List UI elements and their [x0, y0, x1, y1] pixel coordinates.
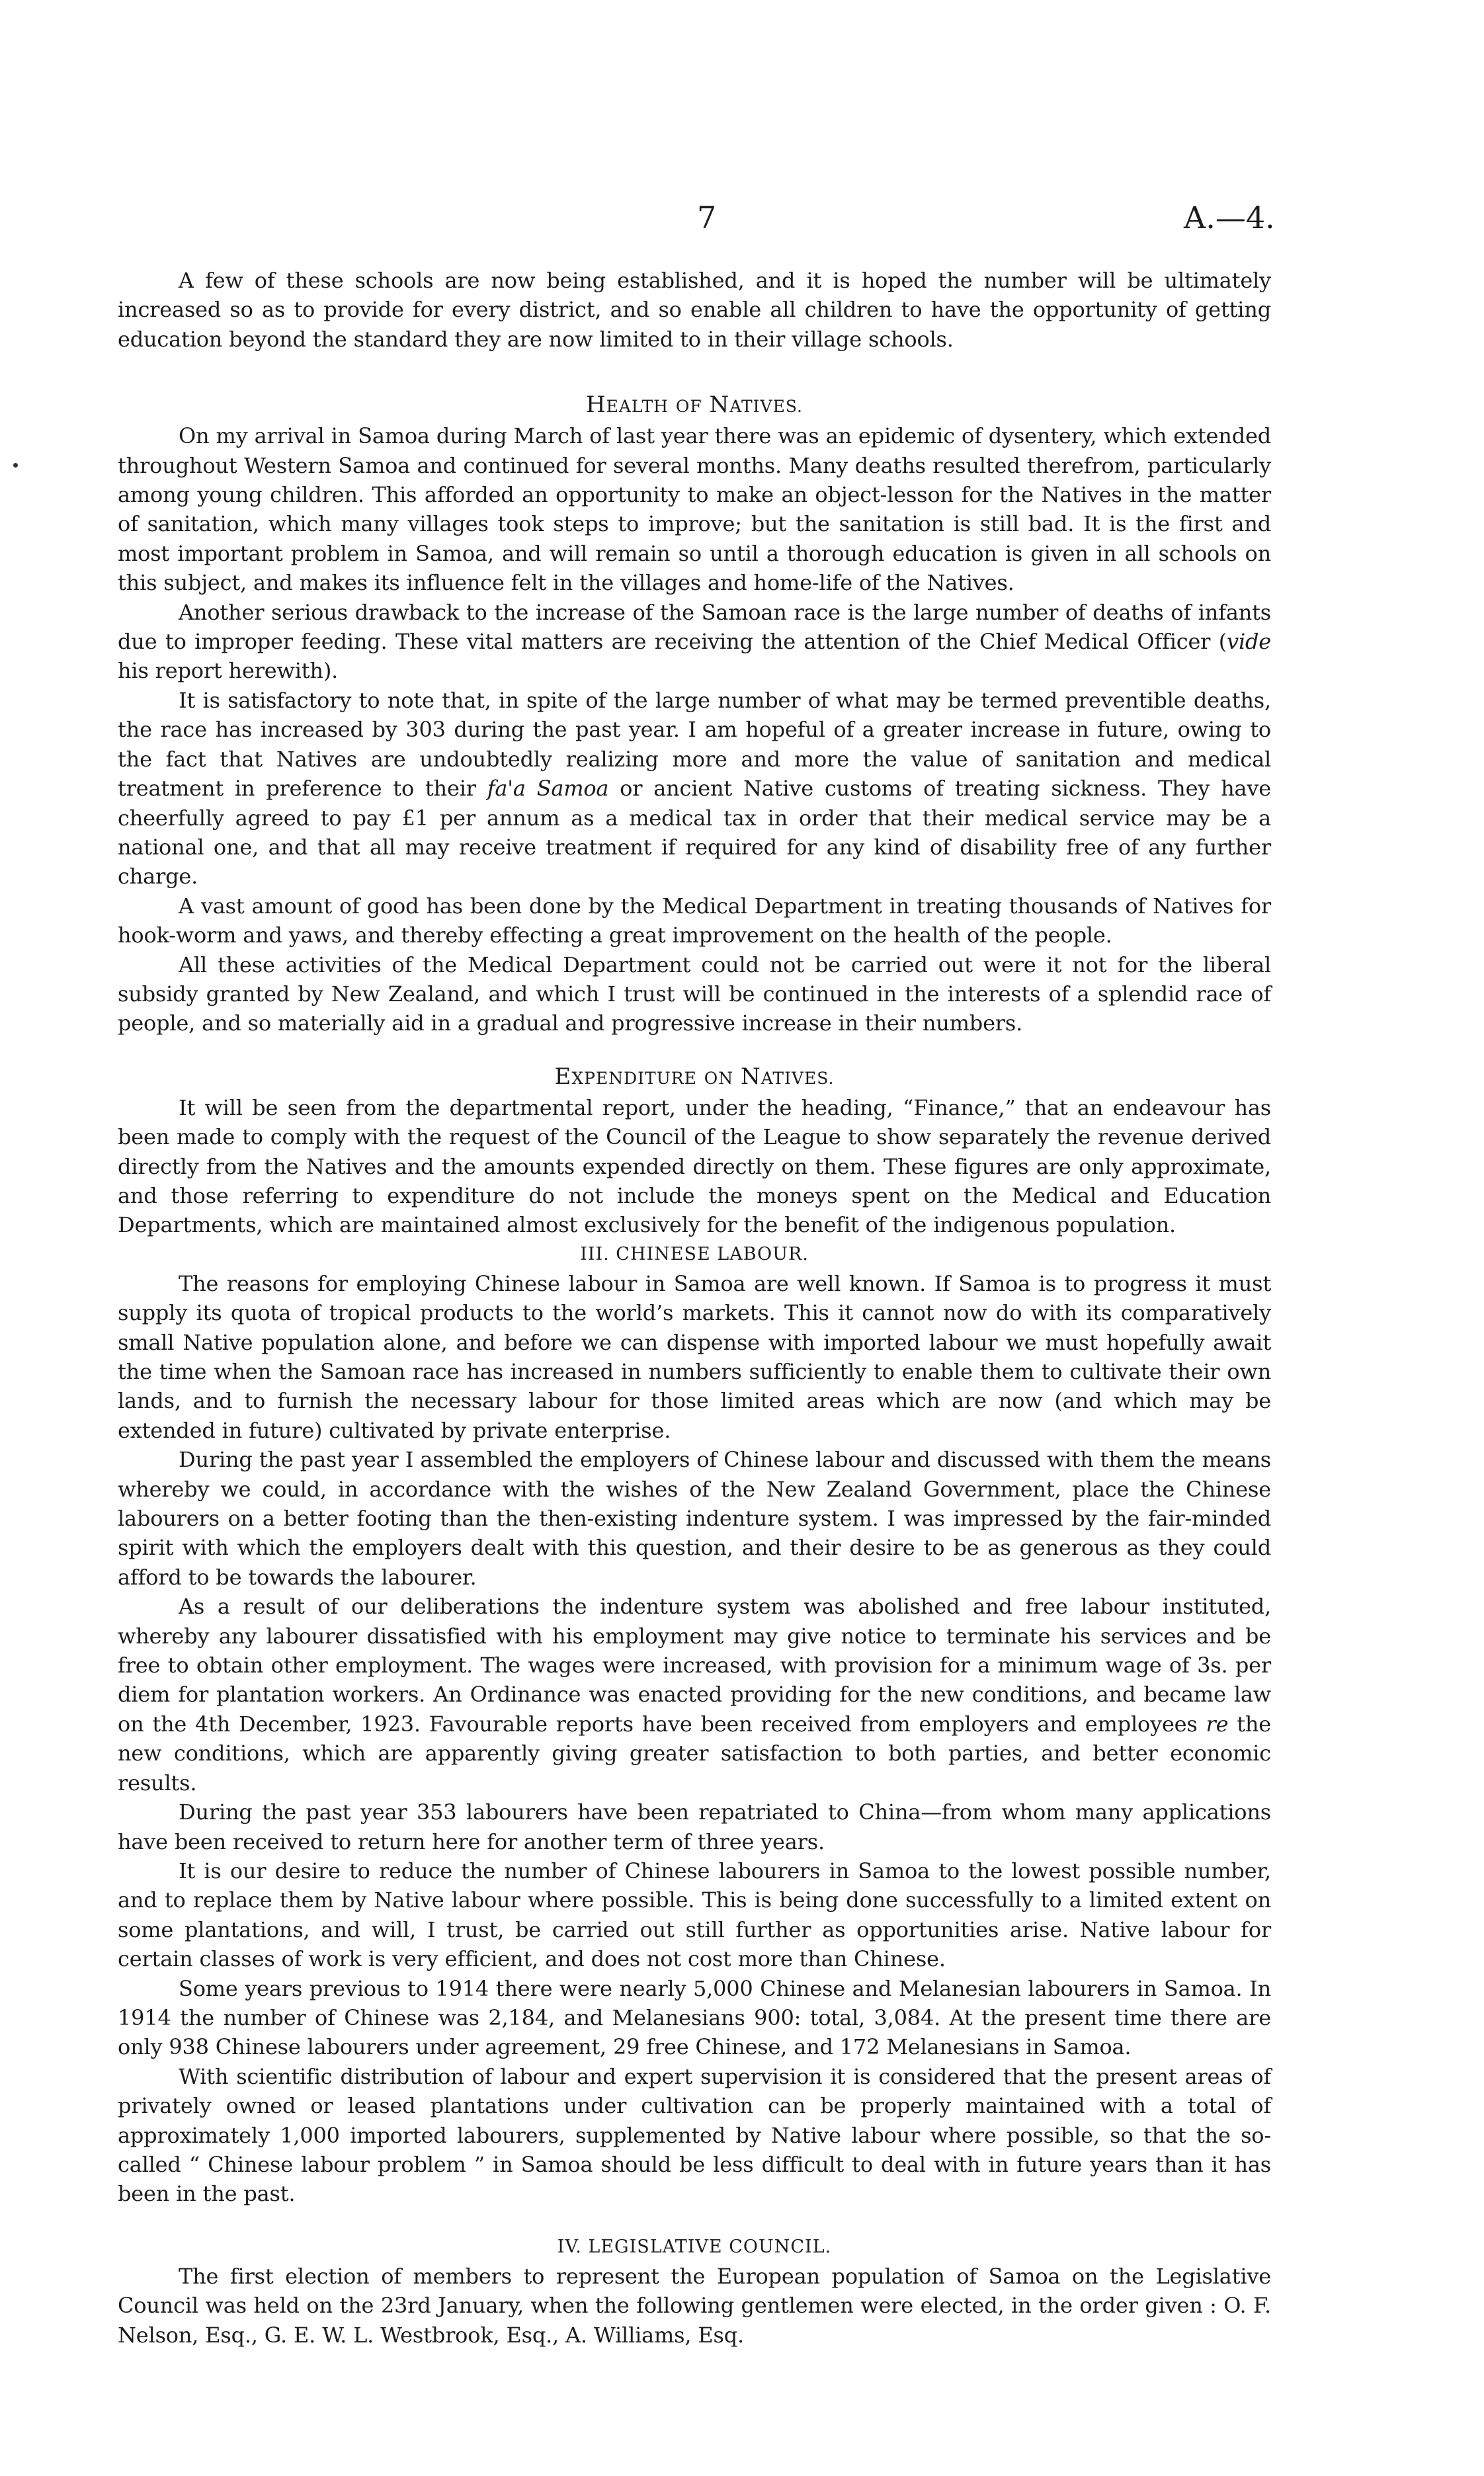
- heading-health-w2: OF: [675, 397, 702, 417]
- health-3-italic-faa-samoa: fa'a Samoa: [487, 776, 609, 802]
- chinese-3-text-b: the new conditions, which are apparently giving greater satisfaction to both parties, and better economic results.: [118, 1711, 1271, 1795]
- paragraph-chinese-7: With scientific distribution of labour and expert supervision it is considered that the present areas of privately owned or leased plantations under cultivation can be properly maintained with a total of approximately 1,000 imported labourers, supplemented by Native labour where possible, so that the so-called “ Chinese labour problem ” in Samoa should be less difficult to deal with in future years than it has been in the past.: [118, 2063, 1271, 2207]
- heading-legislative-number: IV.: [557, 2236, 582, 2257]
- health-3-text-a: It is satisfactory to note that, in spite of the large number of what may be termed preventible deaths, the race has increased by 303 during the past year. I am hopeful of a greater increase in future, owing to the fact that Natives are undoubtedly realizing more and more the value of sanitation and medical treatment in preference to their: [118, 687, 1271, 802]
- heading-legislative-title: LEGISLATIVE COUNCIL.: [588, 2236, 832, 2257]
- page-number: 7: [697, 200, 717, 235]
- paragraph-health-3: [118, 686, 1271, 891]
- health-2-italic-vide: vide: [1227, 629, 1271, 655]
- heading-expenditure-w3-rest: ATIVES.: [761, 1068, 835, 1088]
- heading-health-w3-rest: ATIVES.: [729, 397, 804, 417]
- paragraph-health-4: A vast amount of good has been done by the Medical Department in treating thousands of Natives for hook-worm and yaws, and thereby effecting a great improvement on the health of the people.: [118, 893, 1271, 948]
- paragraph-schools: A few of these schools are now being established, and it is hoped the number will be ultimately increased so as to provide for every district, and so enable all children to have the opportunity of getting education beyond the standard they are now limited to in their village schools.: [118, 268, 1271, 352]
- health-2-text-b: his report herewith).: [118, 658, 339, 684]
- heading-expenditure-on-natives: [118, 1062, 1271, 1093]
- paragraph-chinese-4: During the past year 353 labourers have been repatriated to China—from whom many applications have been received to return here for another term of three years.: [118, 1799, 1271, 1854]
- heading-legislative-council: [118, 2233, 1271, 2262]
- paragraph-health-5: All these activities of the Medical Department could not be carried out were it not for the liberal subsidy granted by New Zealand, and which I trust will be continued in the interests of a splendid race of people, and so materially aid in a gradual and progressive increase in their numbers.: [118, 952, 1271, 1036]
- body-text: [118, 266, 1271, 2350]
- heading-health-of-natives: [118, 390, 1271, 421]
- heading-health-w1-rest: EALTH: [606, 397, 669, 417]
- heading-chinese-title: CHINESE LABOUR.: [616, 1243, 809, 1264]
- paragraph-legislative: The first election of members to represent the European population of Samoa on the Legislative Council was held on the 23rd January, when the following gentlemen were elected, in the order given : O. F. Nelson, Esq., G. E. W. L. Westbrook, Esq., A. Williams, Esq.: [118, 2263, 1271, 2348]
- heading-expenditure-w3-first: N: [740, 1063, 761, 1090]
- heading-health-w1-first: H: [585, 392, 606, 419]
- paragraph-chinese-1: The reasons for employing Chinese labour in Samoa are well known. If Samoa is to progress it must supply its quota of tropical products to the world’s markets. This it cannot now do with its comparatively small Native population alone, and before we can dispense with imported labour we must hopefully await the time when the Samoan race has increased in numbers sufficiently to enable them to cultivate their own lands, and to furnish the necessary labour for those limited areas which are now (and which may be extended in future) cultivated by private enterprise.: [118, 1270, 1271, 1443]
- ink-speck: [13, 463, 18, 468]
- paragraph-chinese-3: [118, 1592, 1271, 1797]
- heading-expenditure-w1-first: E: [554, 1063, 572, 1090]
- chinese-3-text-a: As a result of our deliberations the indenture system was abolished and free labour instituted, whereby any labourer dissatisfied with his employment may give notice to terminate his services and be free to obtain other employment. The wages were increased, with provision for a minimum wage of 3s. per diem for plantation workers. An Ordinance was enacted providing for the new conditions, and became law on the 4th December, 1923. Favourable reports have been received from employers and employees: [118, 1594, 1271, 1737]
- paragraph-chinese-6: Some years previous to 1914 there were nearly 5,000 Chinese and Melanesian labourers in Samoa. In 1914 the number of Chinese was 2,184, and Melanesians 900: total, 3,084. At the present time there are only 938 Chinese labourers under agreement, 29 free Chinese, and 172 Melanesians in Samoa.: [118, 1975, 1271, 2060]
- paragraph-health-2: [118, 598, 1271, 686]
- health-3-text-b: or ancient Native customs of treating sickness. They have cheerfully agreed to pay £1 per annum as a medical tax in order that their medical service may be a national one, and that all may receive treatment if required for any kind of disability free of any further charge.: [118, 776, 1271, 889]
- paragraph-expenditure: It will be seen from the departmental report, under the heading, “Finance,” that an endeavour has been made to comply with the request of the Council of the League to show separately the revenue derived directly from the Natives and the amounts expended directly on them. These figures are only approximate, and those referring to expenditure do not include the moneys spent on the Medical and Education Departments, which are maintained almost exclusively for the benefit of the indigenous population.: [118, 1094, 1271, 1238]
- chinese-3-italic-re: re: [1206, 1711, 1229, 1737]
- heading-health-w3-first: N: [709, 392, 730, 419]
- paragraph-health-1: On my arrival in Samoa during March of last year there was an epidemic of dysentery, which extended throughout Western Samoa and continued for several months. Many deaths resulted therefrom, particularly among young children. This afforded an opportunity to make an object-lesson for the Natives in the matter of sanitation, which many villages took steps to improve; but the sanitation is still bad. It is the first and most important problem in Samoa, and will remain so until a thorough education is given in all schools on this subject, and makes its influence felt in the villages and home-life of the Natives.: [118, 423, 1271, 596]
- heading-chinese-labour: [118, 1240, 1271, 1269]
- document-reference: A.—4.: [1184, 200, 1275, 235]
- paragraph-chinese-2: During the past year I assembled the employers of Chinese labour and discussed with them the means whereby we could, in accordance with the wishes of the New Zealand Government, place the Chinese labourers on a better footing than the then-existing indenture system. I was impressed by the fair-minded spirit with which the employers dealt with this question, and their desire to be as generous as they could afford to be towards the labourer.: [118, 1447, 1271, 1590]
- paragraph-chinese-5: It is our desire to reduce the number of Chinese labourers in Samoa to the lowest possible number, and to replace them by Native labour where possible. This is being done successfully to a limited extent on some plantations, and will, I trust, be carried out still further as opportunities arise. Native labour for certain classes of work is very efficient, and does not cost more than Chinese.: [118, 1858, 1271, 1972]
- heading-expenditure-w1-rest: XPENDITURE: [571, 1068, 697, 1088]
- heading-chinese-number: III.: [580, 1243, 610, 1264]
- health-2-text-a: Another serious drawback to the increase of the Samoan race is the large number of deaths of infants due to improper feeding. These vital matters are receiving the attention of the Chief Medical Officer (: [118, 599, 1271, 655]
- heading-expenditure-w2: ON: [704, 1068, 734, 1088]
